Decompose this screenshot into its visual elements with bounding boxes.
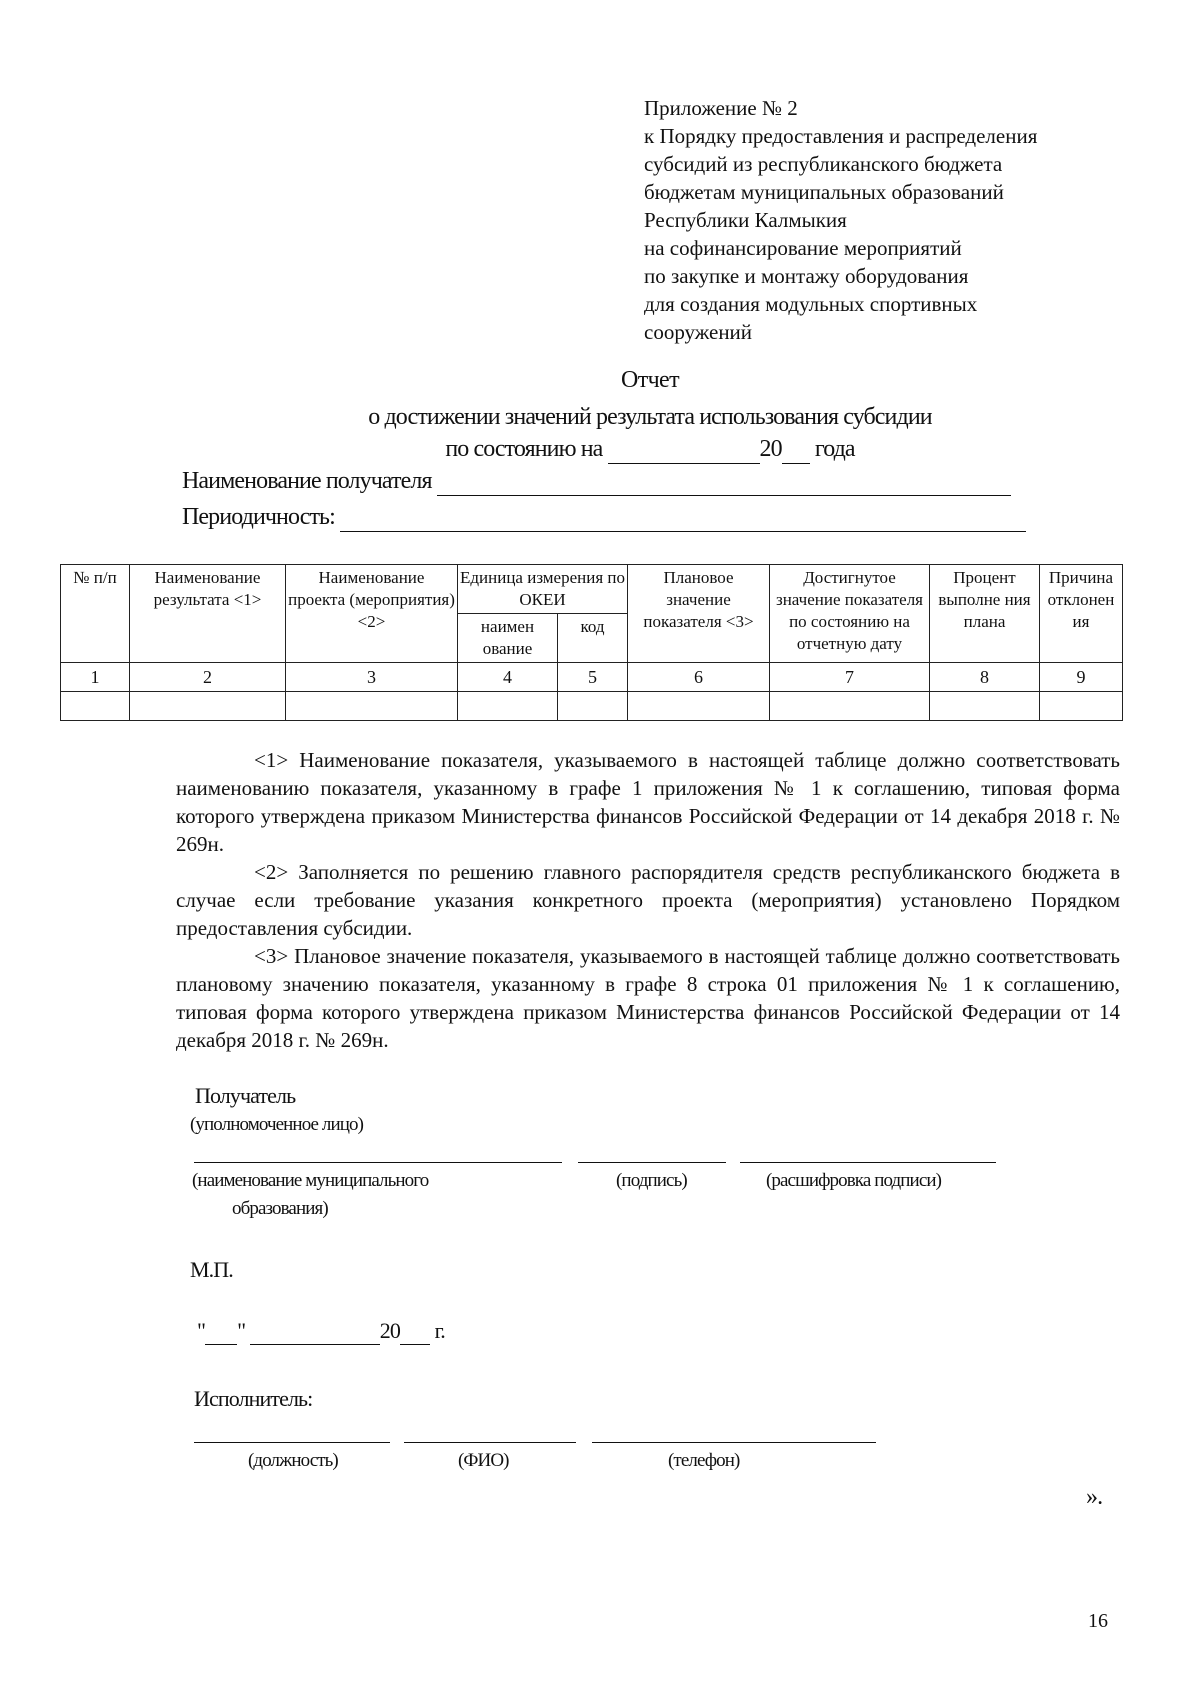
empty-cell[interactable] — [1040, 692, 1123, 721]
recipient-input-line[interactable] — [437, 468, 1011, 496]
footnotes — [176, 746, 1120, 1054]
recipient-heading: Получатель — [195, 1083, 296, 1108]
header-plan: Плановое значение показателя <3> — [628, 565, 770, 663]
column-number: 2 — [130, 663, 286, 692]
municipality-caption-2: образования) — [232, 1198, 328, 1219]
date-blank[interactable] — [608, 436, 760, 464]
fio-caption: (ФИО) — [458, 1450, 509, 1471]
header-achieved: Достигнутое значение показателя по состоянию на отчетную дату — [770, 565, 930, 663]
column-number: 1 — [61, 663, 130, 692]
report-date-line — [0, 436, 1200, 464]
header-result: Наименование результата <1> — [130, 565, 286, 663]
closing-quote: ». — [1086, 1484, 1103, 1510]
empty-cell[interactable] — [930, 692, 1040, 721]
header-unit-name: наимен ование — [458, 614, 558, 663]
header-reason: Причина отклонен ия — [1040, 565, 1123, 663]
appendix-line: субсидий из республиканского бюджета — [644, 152, 1003, 176]
date-quote-open: " — [197, 1318, 206, 1343]
month-blank[interactable] — [250, 1318, 380, 1345]
appendix-line: сооружений — [644, 320, 753, 344]
recipient-label: Наименование получателя — [182, 468, 432, 494]
appendix-block — [644, 94, 1164, 346]
periodicity-label: Периодичность: — [182, 504, 335, 530]
day-blank[interactable] — [205, 1318, 237, 1345]
executor-heading: Исполнитель: — [194, 1386, 313, 1411]
column-number: 9 — [1040, 663, 1123, 692]
fio-line[interactable] — [404, 1442, 576, 1443]
report-subtitle: о достижении значений результата использования субсидии — [368, 404, 932, 430]
header-unit: Единица измерения по ОКЕИ — [458, 565, 628, 614]
municipality-line[interactable] — [194, 1162, 562, 1163]
signature-date-suffix: г. — [434, 1318, 445, 1343]
recipient-field — [182, 468, 1011, 496]
appendix-line: для создания модульных спортивных — [644, 292, 978, 316]
signature-date — [197, 1318, 445, 1345]
empty-cell[interactable] — [458, 692, 558, 721]
column-number: 8 — [930, 663, 1040, 692]
header-project: Наименование проекта (мероприятия) <2> — [286, 565, 458, 663]
position-caption: (должность) — [248, 1450, 338, 1471]
date-quote-close: " — [237, 1318, 246, 1343]
decoding-caption: (расшифровка подписи) — [766, 1170, 942, 1191]
footnote-3: <3> Плановое значение показателя, указываемого в настоящей таблице должно соответствовать плановому значению показателя, указанному в графе 8 строка 01 приложения № 1 к соглашению, типовая форма которого утверждена приказом Министерства финансов Российской Федерации от 14 декабря 2018 г. № 269н. — [176, 944, 1120, 1052]
column-number: 7 — [770, 663, 930, 692]
empty-cell[interactable] — [130, 692, 286, 721]
page-number: 16 — [1088, 1610, 1108, 1632]
empty-cell[interactable] — [558, 692, 628, 721]
column-number: 5 — [558, 663, 628, 692]
header-number: № п/п — [61, 565, 130, 663]
empty-cell[interactable] — [770, 692, 930, 721]
phone-line[interactable] — [592, 1442, 876, 1443]
appendix-line: бюджетам муниципальных образований — [644, 180, 1004, 204]
date-year: 20 — [759, 436, 782, 462]
appendix-line: Приложение № 2 — [644, 96, 798, 120]
signature-date-year: 20 — [379, 1318, 400, 1343]
empty-cell[interactable] — [628, 692, 770, 721]
column-number: 3 — [286, 663, 458, 692]
appendix-line: к Порядку предоставления и распределения — [644, 124, 1038, 148]
header-percent: Процент выполне ния плана — [930, 565, 1040, 663]
appendix-line: Республики Калмыкия — [644, 208, 847, 232]
footnote-2: <2> Заполняется по решению главного распорядителя средств республиканского бюджета в случае если требование указания конкретного проекта (мероприятия) установлено Порядком предоставления субсидии. — [176, 860, 1120, 940]
appendix-line: по закупке и монтажу оборудования — [644, 264, 969, 288]
column-number: 4 — [458, 663, 558, 692]
header-unit-code: код — [558, 614, 628, 663]
column-number-row — [61, 663, 1123, 692]
date-prefix: по состоянию на — [445, 436, 603, 462]
report-title: Отчет — [620, 367, 680, 393]
column-number: 6 — [628, 663, 770, 692]
report-table — [60, 564, 1123, 721]
periodicity-input-line[interactable] — [340, 504, 1026, 532]
empty-cell[interactable] — [286, 692, 458, 721]
municipality-caption-1: (наименование муниципального — [192, 1170, 429, 1191]
periodicity-field — [182, 504, 1026, 532]
authorized-person-caption: (уполномоченное лицо) — [190, 1114, 364, 1135]
empty-data-row — [61, 692, 1123, 721]
signature-line[interactable] — [578, 1162, 726, 1163]
signature-caption: (подпись) — [616, 1170, 687, 1191]
date-suffix: года — [814, 436, 855, 462]
empty-cell[interactable] — [61, 692, 130, 721]
position-line[interactable] — [194, 1442, 390, 1443]
phone-caption: (телефон) — [668, 1450, 740, 1471]
stamp-label: М.П. — [190, 1257, 233, 1282]
decoding-line[interactable] — [740, 1162, 996, 1163]
appendix-line: на софинансирование мероприятий — [644, 236, 962, 260]
year-blank[interactable] — [782, 436, 810, 464]
signature-year-blank[interactable] — [400, 1318, 430, 1345]
footnote-1: <1> Наименование показателя, указываемого в настоящей таблице должно соответствовать наименованию показателя, указанному в графе 1 приложения № 1 к соглашению, типовая форма которого утверждена приказом Министерства финансов Российской Федерации от 14 декабря 2018 г. № 269н. — [176, 748, 1120, 856]
